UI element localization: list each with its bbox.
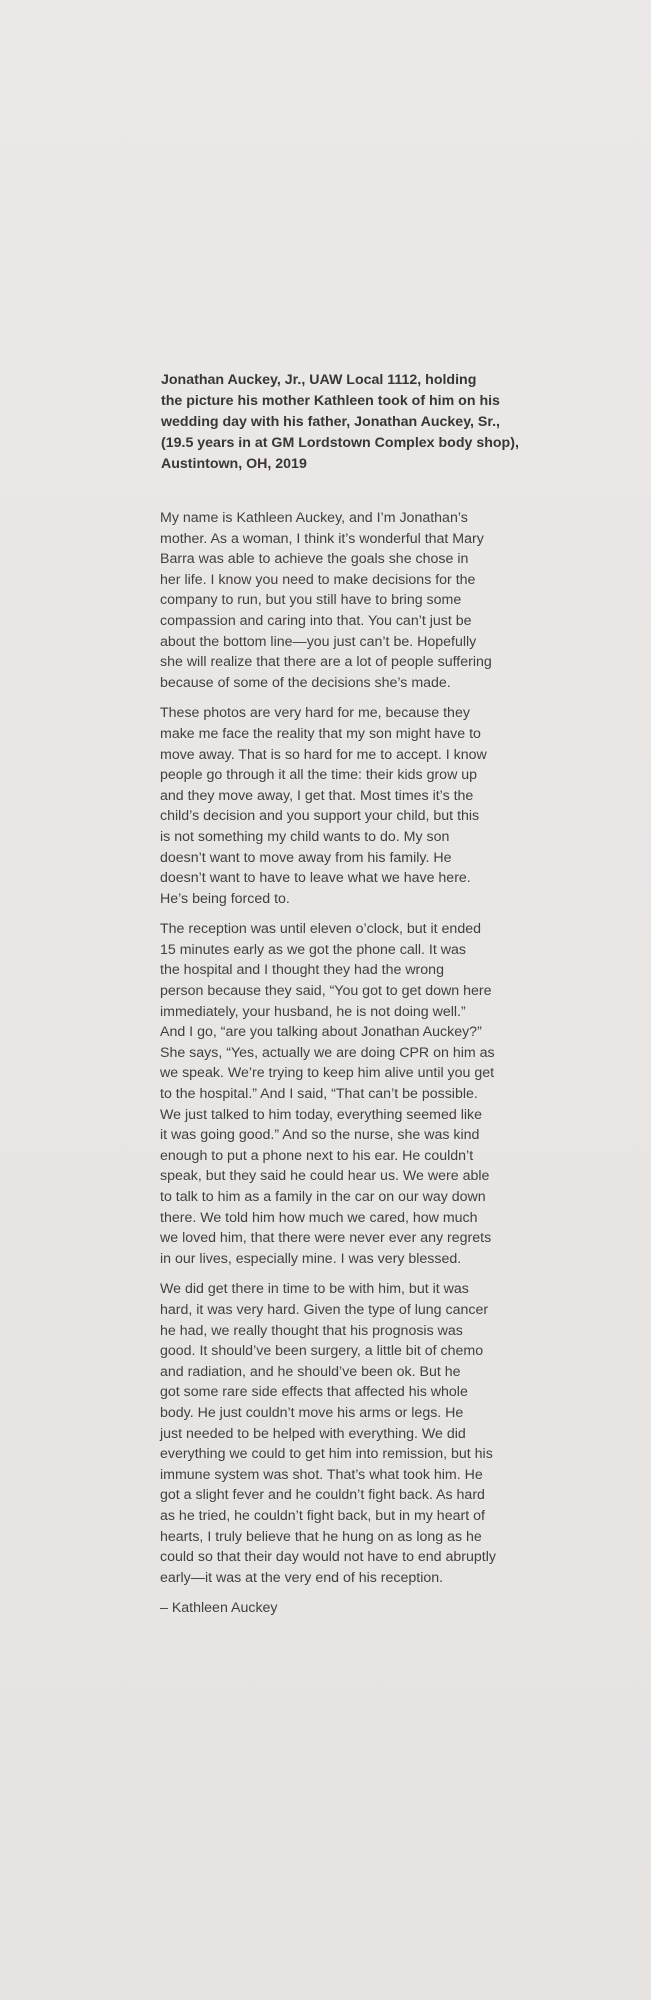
text-line: to the hospital.” And I said, “That can’t be possible. [160,1086,478,1103]
caption-line: the picture his mother Kathleen took of him on his [161,393,500,409]
text-line: she will realize that there are a lot of people suffering [160,654,492,671]
text-line: These photos are very hard for me, because they [160,705,470,722]
text-line: it was going good.” And so the nurse, she was kind [160,1127,480,1144]
text-line: everything we could to get him into remission, but his [160,1446,493,1463]
text-line: we speak. We’re trying to keep him alive until you get [160,1065,495,1082]
text-line: about the bottom line—you just can’t be. Hopefully [160,633,477,650]
text-line: her life. I know you need to make decisions for the [160,571,476,588]
text-line: and they move away, I get that. Most times it’s the [160,787,474,804]
caption-line: wedding day with his father, Jonathan Auckey, Sr., [161,414,500,430]
text-line: the hospital and I thought they had the wrong [160,962,444,979]
text-line: early—it was at the very end of his reception. [160,1569,444,1586]
text-line: immune system was shot. That’s what took him. He [160,1466,483,1483]
text-line: mother. As a woman, I think it’s wonderful that Mary [160,530,484,547]
text-line: we loved him, that there were never ever any regrets [160,1230,492,1247]
text-line: body. He just couldn’t move his arms or legs. He [160,1404,464,1421]
paragraph-1 [160,508,500,693]
text-line: in our lives, especially mine. I was very blessed. [160,1250,462,1267]
caption-line: Jonathan Auckey, Jr., UAW Local 1112, holding [161,372,477,388]
caption-line: (19.5 years in at GM Lordstown Complex body shop), [161,435,519,451]
paragraph-3 [160,919,500,1269]
text-line: there. We told him how much we cared, how much [160,1209,478,1226]
text-line: and radiation, and he should’ve been ok. But he [160,1363,461,1380]
text-line: good. It should’ve been surgery, a little bit of chemo [160,1343,484,1360]
text-line: We just talked to him today, everything seemed like [160,1106,483,1123]
text-line: doesn’t want to have to leave what we have here. [160,870,471,887]
text-line: got some rare side effects that affected his whole [160,1384,468,1401]
text-line: to talk to him as a family in the car on our way down [160,1189,486,1205]
text-line: people go through it all the time: their kids grow up [160,767,478,784]
text-line: And I go, “are you talking about Jonathan Auckey?” [160,1024,482,1041]
paragraph-2 [160,703,500,909]
text-line: got a slight fever and he couldn’t fight back. As hard [160,1487,485,1504]
text-line: He’s being forced to. [160,890,290,907]
text-line: just needed to be helped with everything. We did [160,1425,466,1442]
text-line: 15 minutes early as we got the phone call. It was [160,941,466,958]
text-line: We did get there in time to be with him, but it was [160,1281,469,1298]
text-line: child’s decision and you support your child, but this [160,808,480,825]
text-line: My name is Kathleen Auckey, and I’m Jonathan’s [160,510,468,526]
text-line: immediately, your husband, he is not doing well.” [160,1003,466,1020]
text-line: hard, it was very hard. Given the type of lung cancer [160,1301,489,1318]
text-line: could so that their day would not have to end abruptly [160,1549,496,1566]
text-line: because of some of the decisions she’s made. [160,674,451,691]
text-line: She says, “Yes, actually we are doing CPR on him as [160,1044,495,1061]
text-line: The reception was until eleven o’clock, but it ended [160,921,481,938]
text-line: make me face the reality that my son might have to [160,725,481,742]
text-line: enough to put a phone next to his ear. He couldn’t [160,1147,474,1164]
signature: – Kathleen Auckey [160,1600,278,1617]
text-line: doesn’t want to move away from his family. He [160,849,452,866]
text-line: compassion and caring into that. You can’t just be [160,612,472,629]
text-line: he had, we really thought that his prognosis was [160,1322,463,1339]
text-line: Barra was able to achieve the goals she chose in [160,551,469,568]
paragraph-4 [160,1279,500,1588]
text-line: as he tried, he couldn’t fight back, but in my heart of [160,1507,485,1524]
text-line: speak, but they said he could hear us. We were able [160,1168,490,1185]
caption-line: Austintown, OH, 2019 [161,456,307,472]
text-line: move away. That is so hard for me to accept. I know [160,746,487,763]
text-line: hearts, I truly believe that he hung on as long as he [160,1528,482,1545]
text-line: is not something my child wants to do. My son [160,828,450,845]
text-line: company to run, but you still have to bring some [160,592,462,609]
photo-caption [161,370,519,475]
testimony-body [160,508,500,1619]
text-line: person because they said, “You got to get down here [160,983,492,1000]
